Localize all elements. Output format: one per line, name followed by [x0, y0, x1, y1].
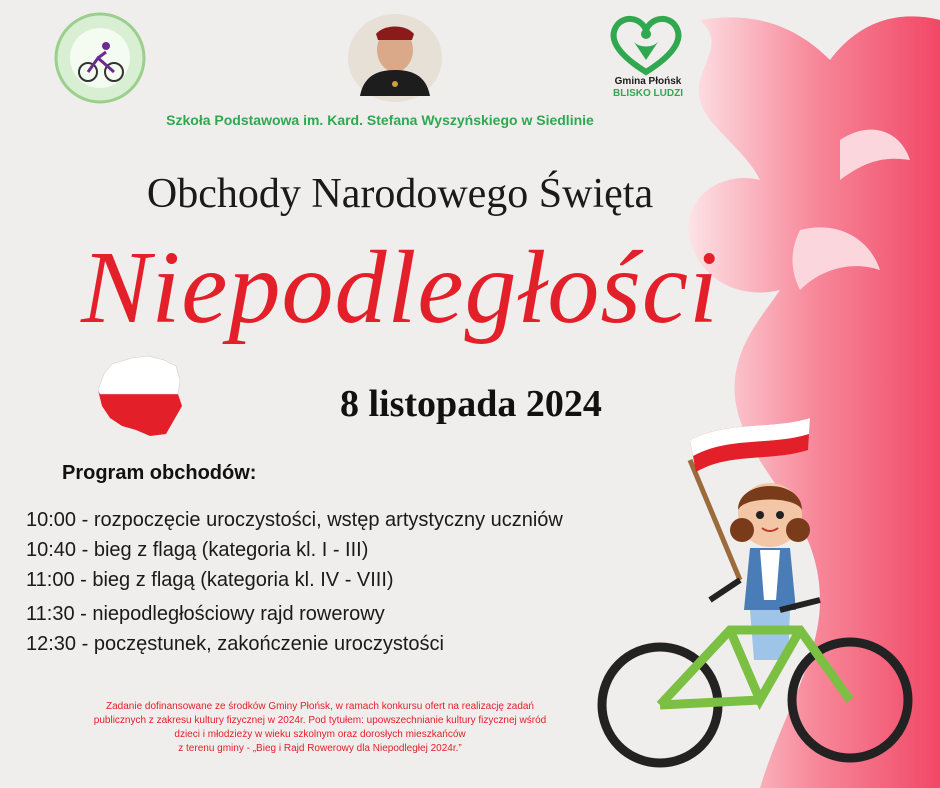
program-item: 10:00 - rozpoczęcie uroczystości, wstęp artystyczny uczniów [26, 509, 563, 531]
funding-footnote [30, 700, 610, 756]
girl-with-flag-and-bicycle-illustration [590, 400, 930, 785]
footnote-line: dzieci i młodzieży w wieku szkolnym oraz dorosłych mieszkańców [174, 729, 466, 740]
gmina-plonsk-logo [604, 14, 688, 76]
program-item: 11:00 - bieg z flagą (kategoria kl. IV - VIII) [26, 569, 394, 591]
program-item: 10:40 - bieg z flagą (kategoria kl. I - III) [26, 539, 369, 561]
title-line-2: Niepodległości [81, 230, 719, 345]
footnote-line: z terenu gminy - „Bieg i Rajd Rowerowy dla Niepodległej 2024r.” [178, 743, 462, 754]
school-name: Szkoła Podstawowa im. Kard. Stefana Wyszyńskiego w Siedlinie [166, 112, 594, 128]
program-item: 11:30 - niepodległościowy rajd rowerowy [26, 603, 385, 625]
gmina-logo-text [608, 76, 688, 100]
cycling-club-logo [54, 12, 146, 104]
gmina-name: Gmina Płońsk [614, 76, 682, 87]
cardinal-portrait [346, 12, 444, 104]
poland-map-icon [92, 350, 188, 440]
program-heading: Program obchodów: [62, 462, 257, 484]
event-date: 8 listopada 2024 [340, 383, 602, 425]
footnote-line: publicznych z zakresu kultury fizycznej w 2024r. Pod tytułem: upowszechnianie kultury fizycznej wśród [93, 715, 547, 726]
program-item: 12:30 - poczęstunek, zakończenie uroczystości [26, 633, 444, 655]
gmina-slogan: BLISKO LUDZI [613, 88, 683, 99]
footnote-line: Zadanie dofinansowane ze środków Gminy Płońsk, w ramach konkursu ofert na realizację zadań [106, 701, 534, 712]
title-line-1: Obchody Narodowego Święta [146, 171, 654, 217]
program-list [26, 505, 563, 659]
